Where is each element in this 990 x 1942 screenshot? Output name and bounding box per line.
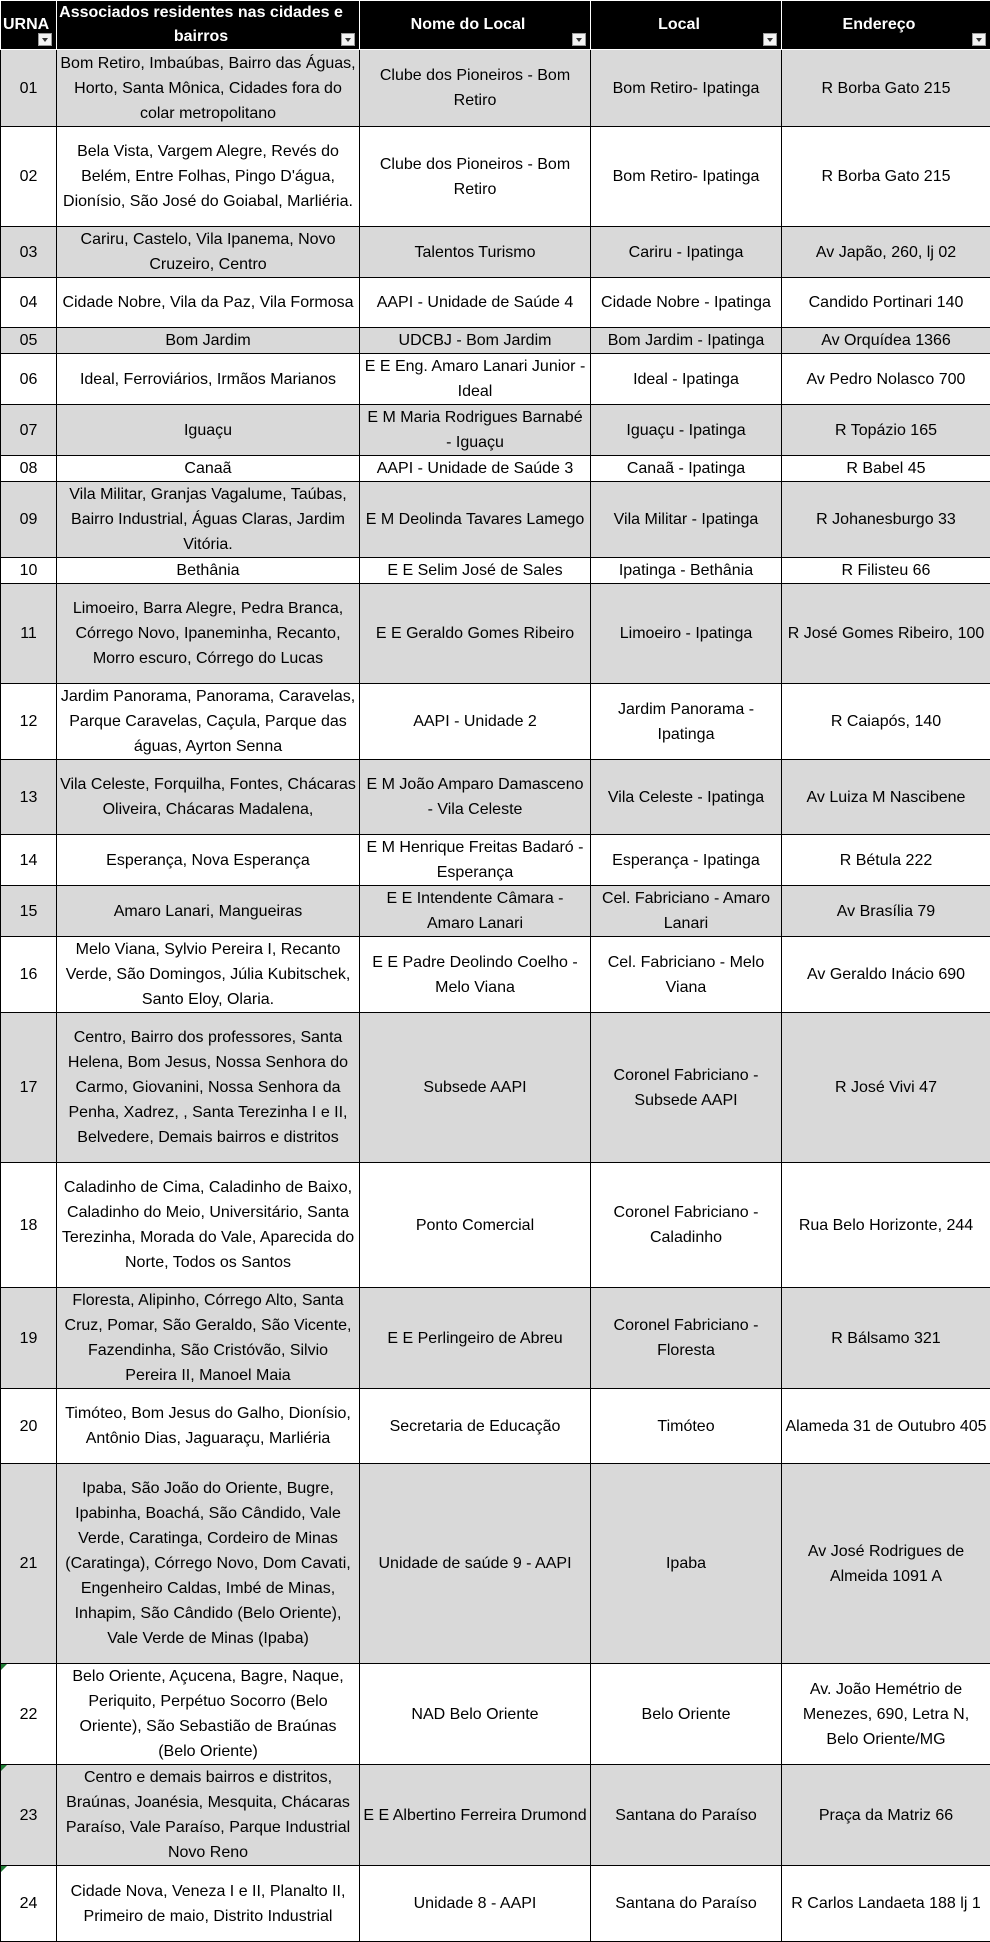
cell-associados[interactable]: Cidade Nobre, Vila da Paz, Vila Formosa (57, 278, 360, 328)
cell-associados[interactable]: Timóteo, Bom Jesus do Galho, Dionísio, Antônio Dias, Jaguaraçu, Marliéria (57, 1389, 360, 1464)
cell-urna[interactable]: 14 (1, 835, 57, 886)
cell-urna[interactable]: 17 (1, 1013, 57, 1163)
cell-endereco[interactable]: R Bálsamo 321 (782, 1288, 990, 1389)
cell-local[interactable]: Ideal - Ipatinga (591, 354, 782, 405)
cell-endereco[interactable]: R José Vivi 47 (782, 1013, 990, 1163)
cell-urna[interactable]: 10 (1, 558, 57, 584)
cell-endereco[interactable]: R Topázio 165 (782, 405, 990, 456)
cell-endereco[interactable]: Av José Rodrigues de Almeida 1091 A (782, 1464, 990, 1664)
cell-nome-local[interactable]: Clube dos Pioneiros - Bom Retiro (360, 50, 591, 127)
table-row (1, 227, 990, 278)
cell-urna[interactable]: 07 (1, 405, 57, 456)
cell-local[interactable]: Esperança - Ipatinga (591, 835, 782, 886)
cell-nome-local[interactable]: AAPI - Unidade de Saúde 3 (360, 456, 591, 482)
table-row (1, 127, 990, 227)
cell-nome-local[interactable]: AAPI - Unidade de Saúde 4 (360, 278, 591, 328)
cell-nome-local[interactable]: E M João Amparo Damasceno - Vila Celeste (360, 760, 591, 835)
cell-associados[interactable]: Floresta, Alipinho, Córrego Alto, Santa Cruz, Pomar, São Geraldo, São Vicente, Fazendinha, São Cristóvão, Silvio Pereira II, Manoel Maia (57, 1288, 360, 1389)
cell-urna[interactable]: 05 (1, 328, 57, 354)
cell-urna[interactable]: 09 (1, 482, 57, 558)
header-local-label: Local (658, 16, 700, 33)
cell-local[interactable]: Bom Jardim - Ipatinga (591, 328, 782, 354)
cell-associados[interactable]: Centro e demais bairros e distritos, Braúnas, Joanésia, Mesquita, Chácaras Paraíso, Vale Paraíso, Parque Industrial Novo Reno (57, 1765, 360, 1866)
cell-endereco[interactable]: R Borba Gato 215 (782, 127, 990, 227)
cell-associados[interactable]: Ipaba, São João do Oriente, Bugre, Ipabinha, Boachá, São Cândido, Vale Verde, Caratinga, Cordeiro de Minas (Caratinga), Córrego Novo, Dom Cavati, Engenheiro Caldas, Imbé de Minas, Inhapim, São Cândido (Belo Oriente), Vale Verde de Minas (Ipaba) (57, 1464, 360, 1664)
header-urna-label: URNA (3, 16, 49, 33)
table-row (1, 1013, 990, 1163)
cell-endereco[interactable]: R Bétula 222 (782, 835, 990, 886)
table-row (1, 1765, 990, 1866)
cell-local[interactable]: Bom Retiro- Ipatinga (591, 127, 782, 227)
cell-endereco[interactable]: Rua Belo Horizonte, 244 (782, 1163, 990, 1288)
cell-associados[interactable]: Bom Jardim (57, 328, 360, 354)
cell-local[interactable]: Bom Retiro- Ipatinga (591, 50, 782, 127)
cell-nome-local[interactable]: E E Albertino Ferreira Drumond (360, 1765, 591, 1866)
cell-endereco[interactable]: R José Gomes Ribeiro, 100 (782, 584, 990, 684)
cell-urna[interactable]: 23 (1, 1765, 57, 1866)
cell-associados[interactable]: Canaã (57, 456, 360, 482)
cell-local[interactable]: Cel. Fabriciano - Melo Viana (591, 937, 782, 1013)
cell-urna[interactable]: 02 (1, 127, 57, 227)
cell-local[interactable]: Belo Oriente (591, 1664, 782, 1765)
cell-nome-local[interactable]: E M Maria Rodrigues Barnabé - Iguaçu (360, 405, 591, 456)
cell-associados[interactable]: Bela Vista, Vargem Alegre, Revés do Belém, Entre Folhas, Pingo D'água, Dionísio, São José do Goiabal, Marliéria. (57, 127, 360, 227)
cell-urna[interactable]: 15 (1, 886, 57, 937)
cell-local[interactable]: Iguaçu - Ipatinga (591, 405, 782, 456)
cell-local[interactable]: Vila Celeste - Ipatinga (591, 760, 782, 835)
cell-endereco[interactable]: Alameda 31 de Outubro 405 (782, 1389, 990, 1464)
cell-nome-local[interactable]: Ponto Comercial (360, 1163, 591, 1288)
table-row (1, 1464, 990, 1664)
cell-endereco[interactable]: R Johanesburgo 33 (782, 482, 990, 558)
cell-local[interactable]: Canaã - Ipatinga (591, 456, 782, 482)
cell-endereco[interactable]: Av Pedro Nolasco 700 (782, 354, 990, 405)
cell-associados[interactable]: Jardim Panorama, Panorama, Caravelas, Parque Caravelas, Caçula, Parque das águas, Ayrton Senna (57, 684, 360, 760)
header-urna (1, 1, 57, 50)
table-row (1, 558, 990, 584)
header-endereco-label: Endereço (843, 16, 916, 33)
table-row (1, 1389, 990, 1464)
cell-endereco[interactable]: Praça da Matriz 66 (782, 1765, 990, 1866)
cell-endereco[interactable]: R Babel 45 (782, 456, 990, 482)
header-nome-local-label: Nome do Local (411, 16, 526, 33)
cell-urna[interactable]: 18 (1, 1163, 57, 1288)
cell-local[interactable]: Coronel Fabriciano - Caladinho (591, 1163, 782, 1288)
cell-nome-local[interactable]: NAD Belo Oriente (360, 1664, 591, 1765)
table-row (1, 886, 990, 937)
cell-urna[interactable]: 08 (1, 456, 57, 482)
table-row (1, 937, 990, 1013)
header-local (591, 1, 782, 50)
cell-local[interactable]: Cariru - Ipatinga (591, 227, 782, 278)
cell-local[interactable]: Coronel Fabriciano - Subsede AAPI (591, 1013, 782, 1163)
cell-nome-local[interactable]: Secretaria de Educação (360, 1389, 591, 1464)
table-row (1, 50, 990, 127)
header-row (1, 1, 990, 50)
cell-associados[interactable]: Limoeiro, Barra Alegre, Pedra Branca, Córrego Novo, Ipaneminha, Recanto, Morro escuro, Córrego do Lucas (57, 584, 360, 684)
table-row (1, 354, 990, 405)
table-row (1, 1288, 990, 1389)
cell-nome-local[interactable]: E M Henrique Freitas Badaró - Esperança (360, 835, 591, 886)
cell-endereco[interactable]: Av. João Hemétrio de Menezes, 690, Letra N, Belo Oriente/MG (782, 1664, 990, 1765)
cell-endereco[interactable]: Av Luiza M Nascibene (782, 760, 990, 835)
filter-dropdown-icon[interactable] (763, 33, 777, 46)
cell-associados[interactable]: Melo Viana, Sylvio Pereira I, Recanto Verde, São Domingos, Júlia Kubitschek, Santo Eloy, Olaria. (57, 937, 360, 1013)
table-row (1, 1664, 990, 1765)
cell-local[interactable]: Ipatinga - Bethânia (591, 558, 782, 584)
cell-associados[interactable]: Cariru, Castelo, Vila Ipanema, Novo Cruzeiro, Centro (57, 227, 360, 278)
cell-associados[interactable]: Ideal, Ferroviários, Irmãos Marianos (57, 354, 360, 405)
cell-nome-local[interactable]: E M Deolinda Tavares Lamego (360, 482, 591, 558)
cell-local[interactable]: Cel. Fabriciano - Amaro Lanari (591, 886, 782, 937)
cell-nome-local[interactable]: E E Eng. Amaro Lanari Junior - Ideal (360, 354, 591, 405)
table-row (1, 1866, 990, 1942)
cell-associados[interactable]: Vila Celeste, Forquilha, Fontes, Chácaras Oliveira, Chácaras Madalena, (57, 760, 360, 835)
filter-dropdown-icon[interactable] (972, 33, 986, 46)
header-associados (57, 1, 360, 50)
cell-associados[interactable]: Esperança, Nova Esperança (57, 835, 360, 886)
table-row (1, 278, 990, 328)
cell-associados[interactable]: Amaro Lanari, Mangueiras (57, 886, 360, 937)
table-row (1, 405, 990, 456)
cell-associados[interactable]: Bom Retiro, Imbaúbas, Bairro das Águas, Horto, Santa Mônica, Cidades fora do colar metropolitano (57, 50, 360, 127)
cell-nome-local[interactable]: E E Geraldo Gomes Ribeiro (360, 584, 591, 684)
cell-urna[interactable]: 20 (1, 1389, 57, 1464)
cell-local[interactable]: Vila Militar - Ipatinga (591, 482, 782, 558)
cell-local[interactable]: Timóteo (591, 1389, 782, 1464)
table-row (1, 1163, 990, 1288)
filter-dropdown-icon[interactable] (38, 33, 52, 46)
table-row (1, 835, 990, 886)
cell-urna[interactable]: 24 (1, 1866, 57, 1942)
cell-urna[interactable]: 06 (1, 354, 57, 405)
cell-associados[interactable]: Cidade Nova, Veneza I e II, Planalto II, Primeiro de maio, Distrito Industrial (57, 1866, 360, 1942)
cell-local[interactable]: Limoeiro - Ipatinga (591, 584, 782, 684)
header-associados-label: Associados residentes nas cidades e bairros (59, 4, 343, 45)
cell-associados[interactable]: Bethânia (57, 558, 360, 584)
cell-local[interactable]: Santana do Paraíso (591, 1866, 782, 1942)
cell-associados[interactable]: Vila Militar, Granjas Vagalume, Taúbas, Bairro Industrial, Águas Claras, Jardim Vitória. (57, 482, 360, 558)
cell-nome-local[interactable]: Subsede AAPI (360, 1013, 591, 1163)
cell-nome-local[interactable]: E E Intendente Câmara - Amaro Lanari (360, 886, 591, 937)
cell-nome-local[interactable]: Clube dos Pioneiros - Bom Retiro (360, 127, 591, 227)
table-row (1, 684, 990, 760)
cell-associados[interactable]: Centro, Bairro dos professores, Santa Helena, Bom Jesus, Nossa Senhora do Carmo, Giovanini, Nossa Senhora da Penha, Xadrez, , Santa Terezinha I e II, Belvedere, Demais bairros e distritos (57, 1013, 360, 1163)
cell-associados[interactable]: Iguaçu (57, 405, 360, 456)
cell-nome-local[interactable]: E E Padre Deolindo Coelho - Melo Viana (360, 937, 591, 1013)
cell-endereco[interactable]: R Borba Gato 215 (782, 50, 990, 127)
cell-nome-local[interactable]: UDCBJ - Bom Jardim (360, 328, 591, 354)
cell-local[interactable]: Ipaba (591, 1464, 782, 1664)
cell-endereco[interactable]: R Carlos Landaeta 188 lj 1 (782, 1866, 990, 1942)
cell-urna[interactable]: 13 (1, 760, 57, 835)
cell-endereco[interactable]: Av Brasília 79 (782, 886, 990, 937)
cell-nome-local[interactable]: E E Perlingeiro de Abreu (360, 1288, 591, 1389)
cell-nome-local[interactable]: E E Selim José de Sales (360, 558, 591, 584)
cell-urna[interactable]: 01 (1, 50, 57, 127)
cell-nome-local[interactable]: Unidade de saúde 9 - AAPI (360, 1464, 591, 1664)
cell-urna[interactable]: 21 (1, 1464, 57, 1664)
cell-urna[interactable]: 16 (1, 937, 57, 1013)
filter-dropdown-icon[interactable] (572, 33, 586, 46)
cell-endereco[interactable]: Av Geraldo Inácio 690 (782, 937, 990, 1013)
header-endereco (782, 1, 990, 50)
cell-nome-local[interactable]: Unidade 8 - AAPI (360, 1866, 591, 1942)
cell-local[interactable]: Coronel Fabriciano - Floresta (591, 1288, 782, 1389)
table-row (1, 328, 990, 354)
cell-local[interactable]: Jardim Panorama - Ipatinga (591, 684, 782, 760)
table-row (1, 760, 990, 835)
cell-local[interactable]: Santana do Paraíso (591, 1765, 782, 1866)
cell-associados[interactable]: Caladinho de Cima, Caladinho de Baixo, Caladinho do Meio, Universitário, Santa Terezinha, Morada do Vale, Aparecida do Norte, Todos os Santos (57, 1163, 360, 1288)
filter-dropdown-icon[interactable] (341, 33, 355, 46)
cell-nome-local[interactable]: Talentos Turismo (360, 227, 591, 278)
cell-urna[interactable]: 04 (1, 278, 57, 328)
cell-urna[interactable]: 11 (1, 584, 57, 684)
cell-nome-local[interactable]: AAPI - Unidade 2 (360, 684, 591, 760)
header-nome-local (360, 1, 591, 50)
cell-endereco[interactable]: Candido Portinari 140 (782, 278, 990, 328)
cell-endereco[interactable]: R Filisteu 66 (782, 558, 990, 584)
table-row (1, 456, 990, 482)
cell-urna[interactable]: 12 (1, 684, 57, 760)
cell-endereco[interactable]: Av Orquídea 1366 (782, 328, 990, 354)
cell-associados[interactable]: Belo Oriente, Açucena, Bagre, Naque, Periquito, Perpétuo Socorro (Belo Oriente), São Sebastião de Braúnas (Belo Oriente) (57, 1664, 360, 1765)
cell-endereco[interactable]: R Caiapós, 140 (782, 684, 990, 760)
cell-endereco[interactable]: Av Japão, 260, lj 02 (782, 227, 990, 278)
table-row (1, 584, 990, 684)
cell-urna[interactable]: 03 (1, 227, 57, 278)
cell-urna[interactable]: 19 (1, 1288, 57, 1389)
table-row (1, 482, 990, 558)
cell-local[interactable]: Cidade Nobre - Ipatinga (591, 278, 782, 328)
cell-urna[interactable]: 22 (1, 1664, 57, 1765)
